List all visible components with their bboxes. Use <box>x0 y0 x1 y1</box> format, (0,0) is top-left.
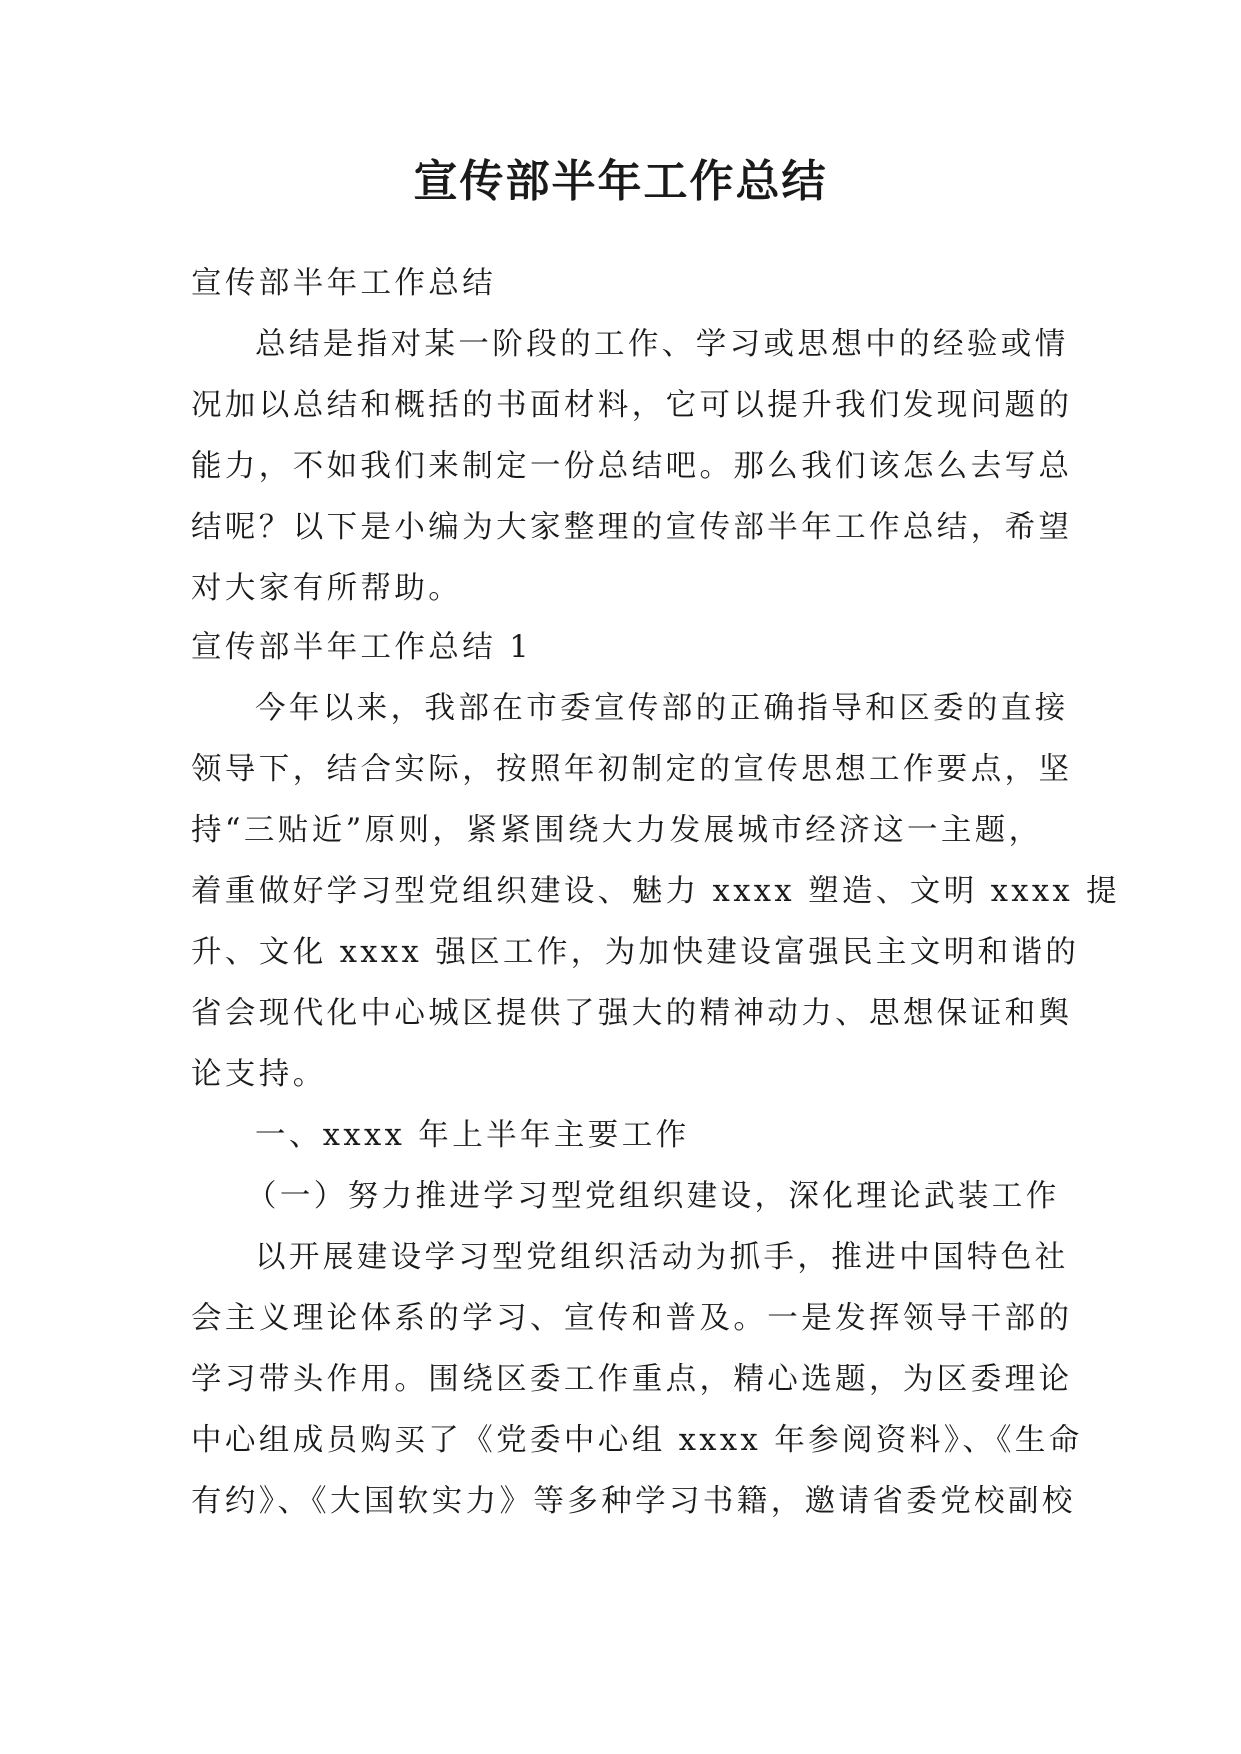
intro-heading: 宣传部半年工作总结 <box>191 266 497 301</box>
intro-line: 结呢？以下是小编为大家整理的宣传部半年工作总结，希望 <box>191 510 1073 545</box>
section-1-subheading: 一、xxxx 年上半年主要工作 <box>255 1118 690 1153</box>
document-title: 宣传部半年工作总结 <box>413 156 828 207</box>
intro-line: 况加以总结和概括的书面材料，它可以提升我们发现问题的 <box>191 388 1073 423</box>
section-1-item-line: 有约》、《大国软实力》等多种学习书籍，邀请省委党校副校 <box>191 1484 1076 1519</box>
intro-line: 总结是指对某一阶段的工作、学习或思想中的经验或情 <box>255 327 1069 362</box>
intro-block <box>191 253 1073 619</box>
section-1-block <box>191 617 1121 1532</box>
section-1-item-line: 中心组成员购买了《党委中心组 xxxx 年参阅资料》、《生命 <box>191 1423 1083 1458</box>
section-1-line: 持“三贴近”原则，紧紧围绕大力发展城市经济这一主题， <box>191 813 1043 848</box>
section-1-item-line: 以开展建设学习型党组织活动为抓手，推进中国特色社 <box>255 1240 1069 1275</box>
intro-line: 对大家有所帮助。 <box>191 571 463 606</box>
intro-line: 能力，不如我们来制定一份总结吧。那么我们该怎么去写总 <box>191 449 1073 484</box>
section-1-item-line: 会主义理论体系的学习、宣传和普及。一是发挥领导干部的 <box>191 1301 1073 1336</box>
section-1-item-title: （一）努力推进学习型党组织建设，深化理论武装工作 <box>246 1179 1060 1214</box>
section-1-line: 着重做好学习型党组织建设、魅力 xxxx 塑造、文明 xxxx 提 <box>191 874 1121 909</box>
section-1-line: 省会现代化中心城区提供了强大的精神动力、思想保证和舆 <box>191 996 1073 1031</box>
section-1-line: 今年以来，我部在市委宣传部的正确指导和区委的直接 <box>255 691 1069 726</box>
section-1-line: 升、文化 xxxx 强区工作，为加快建设富强民主文明和谐的 <box>191 935 1080 970</box>
section-1-item-line: 学习带头作用。围绕区委工作重点，精心选题，为区委理论 <box>191 1362 1073 1397</box>
section-1-heading: 宣传部半年工作总结 1 <box>191 630 532 665</box>
section-1-line: 论支持。 <box>191 1057 327 1092</box>
section-1-line: 领导下，结合实际，按照年初制定的宣传思想工作要点，坚 <box>191 752 1073 787</box>
